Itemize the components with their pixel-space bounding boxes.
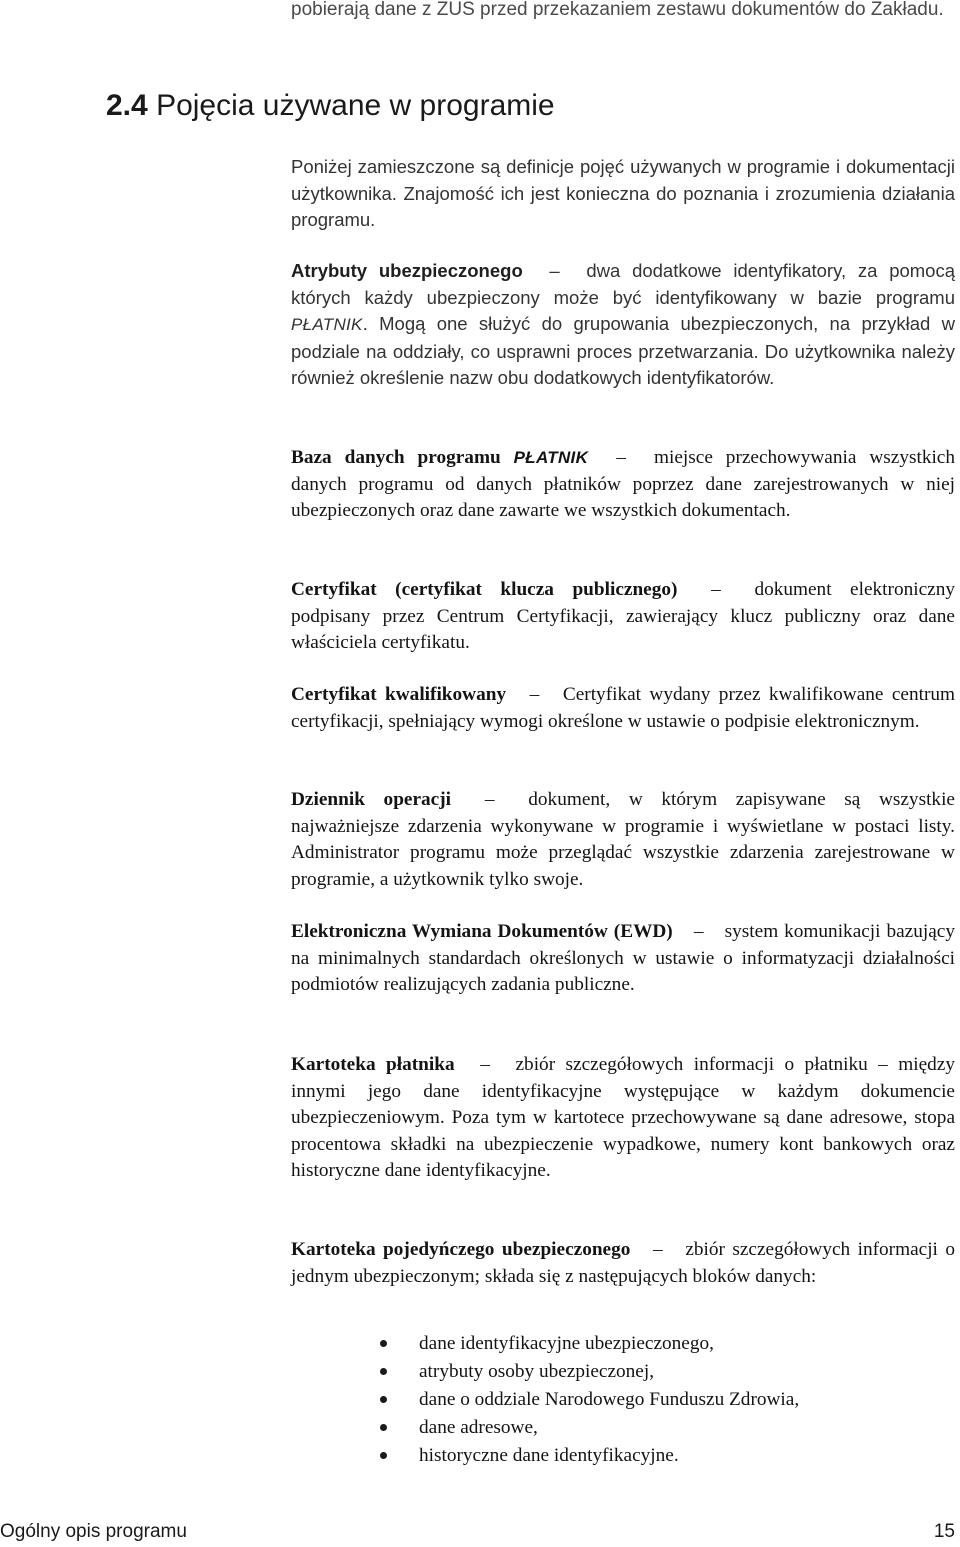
term: Elektroniczna Wymiana Dokumentów (EWD) bbox=[291, 921, 673, 942]
list-item bbox=[380, 1358, 940, 1386]
definition-text: system komunikacji bazujący na minimalnych standardach określonych w ustawie o informatyzacji działalności podmiotów realizujących zadania publiczne. bbox=[291, 921, 955, 996]
brand-name: PŁATNIK bbox=[291, 315, 363, 335]
dash: – bbox=[616, 447, 626, 468]
definition-text: zbiór szczegółowych informacji o jednym ubezpieczonym; składa się z następujących bloków danych: bbox=[291, 1239, 955, 1287]
definition-text: dwa dodatkowe identyfikatory, za pomocą których każdy ubezpieczony może być identyfikowany w bazie programu bbox=[291, 260, 956, 308]
term: Certyfikat (certyfikat klucza publicznego) bbox=[291, 579, 678, 600]
term: Kartoteka płatnika bbox=[291, 1054, 455, 1075]
bullet-list bbox=[380, 1330, 940, 1470]
dash: – bbox=[653, 1239, 663, 1260]
definition-certyfikat-kwalifikowany bbox=[291, 682, 955, 735]
list-item bbox=[380, 1414, 940, 1442]
dash: – bbox=[693, 921, 704, 942]
dash: – bbox=[480, 1054, 490, 1075]
bullet-icon bbox=[380, 1340, 387, 1347]
list-item-text: dane adresowe, bbox=[419, 1417, 538, 1438]
section-title-text: Pojęcia używane w programie bbox=[156, 89, 555, 122]
dash: – bbox=[484, 789, 495, 810]
bullet-icon bbox=[380, 1452, 387, 1459]
dash: – bbox=[549, 260, 560, 281]
list-item-text: atrybuty osoby ubezpieczonej, bbox=[419, 1361, 655, 1382]
definition-ewd bbox=[291, 919, 955, 999]
term: Certyfikat kwalifikowany bbox=[291, 684, 507, 705]
term: Baza danych programu bbox=[291, 447, 501, 468]
list-item bbox=[380, 1442, 940, 1470]
definition-certyfikat bbox=[291, 577, 955, 657]
brand-name: PŁATNIK bbox=[513, 448, 589, 467]
section-heading bbox=[106, 86, 906, 126]
list-item-text: historyczne dane identyfikacyjne. bbox=[419, 1445, 679, 1466]
list-item-text: dane o oddziale Narodowego Funduszu Zdrowia, bbox=[419, 1389, 800, 1410]
definition-text: miejsce przechowywania wszystkich danych programu od danych płatników poprzez dane zarejestrowanych w niej ubezpieczonych oraz dane zawarte we wszystkich dokumentach. bbox=[291, 447, 956, 522]
definition-text-cont: . Mogą one służyć do grupowania ubezpieczonych, na przykład w podziale na oddziały, co usprawni proces przetwarzania. Do użytkownika należy również określenie nazw obu dodatkowych identyfikatorów. bbox=[291, 313, 955, 389]
section-number: 2.4 bbox=[106, 89, 148, 122]
definition-text: zbiór szczegółowych informacji o płatniku – między innymi jego dane identyfikacyjne występujące w każdym dokumencie ubezpieczeniowym. Poza tym w kartotece przechowywane są dane adresowe, stopa procentowa składki na ubezpieczenie wypadkowe, numery kont bankowych oraz historyczne dane identyfikacyjne. bbox=[291, 1054, 955, 1182]
intro-paragraph: pobierają dane z ZUS przed przekazaniem zestawu dokumentów do Zakładu. bbox=[291, 0, 944, 20]
dash: – bbox=[711, 579, 721, 600]
bullet-icon bbox=[380, 1396, 387, 1403]
definition-atrybuty bbox=[291, 258, 955, 392]
footer-title: Ogólny opis programu bbox=[0, 1521, 187, 1542]
bullet-icon bbox=[380, 1424, 387, 1431]
page-number: 15 bbox=[933, 1521, 955, 1542]
list-item bbox=[380, 1330, 940, 1358]
definition-kartoteka-platnika bbox=[291, 1052, 955, 1185]
definition-dziennik bbox=[291, 787, 955, 893]
term: Atrybuty ubezpieczonego bbox=[291, 260, 523, 281]
list-item bbox=[380, 1386, 940, 1414]
definition-baza bbox=[291, 445, 955, 525]
bullet-icon bbox=[380, 1368, 387, 1375]
dash: – bbox=[529, 684, 540, 705]
list-item-text: dane identyfikacyjne ubezpieczonego, bbox=[419, 1333, 714, 1354]
term: Kartoteka pojedyńczego ubezpieczonego bbox=[291, 1239, 631, 1260]
definition-text: Certyfikat wydany przez kwalifikowane centrum certyfikacji, spełniający wymogi określone w ustawie o podpisie elektronicznym. bbox=[291, 684, 956, 732]
lead-paragraph: Poniżej zamieszczone są definicje pojęć używanych w programie i dokumentacji użytkownika. Znajomość ich jest konieczna do poznania i zrozumienia działania programu. bbox=[291, 156, 955, 231]
definition-kartoteka-ubezpieczonego bbox=[291, 1237, 955, 1290]
definition-text: dokument elektroniczny podpisany przez Centrum Certyfikacji, zawierający klucz publiczny oraz dane właściciela certyfikatu. bbox=[291, 579, 955, 654]
term: Dziennik operacji bbox=[291, 789, 452, 810]
definition-text: dokument, w którym zapisywane są wszystkie najważniejsze zdarzenia wykonywane w programie i wyświetlane w postaci listy. Administrator programu może przeglądać wszystkie zdarzenia zarejestrowane w programie, a użytkownik tylko swoje. bbox=[291, 789, 955, 890]
